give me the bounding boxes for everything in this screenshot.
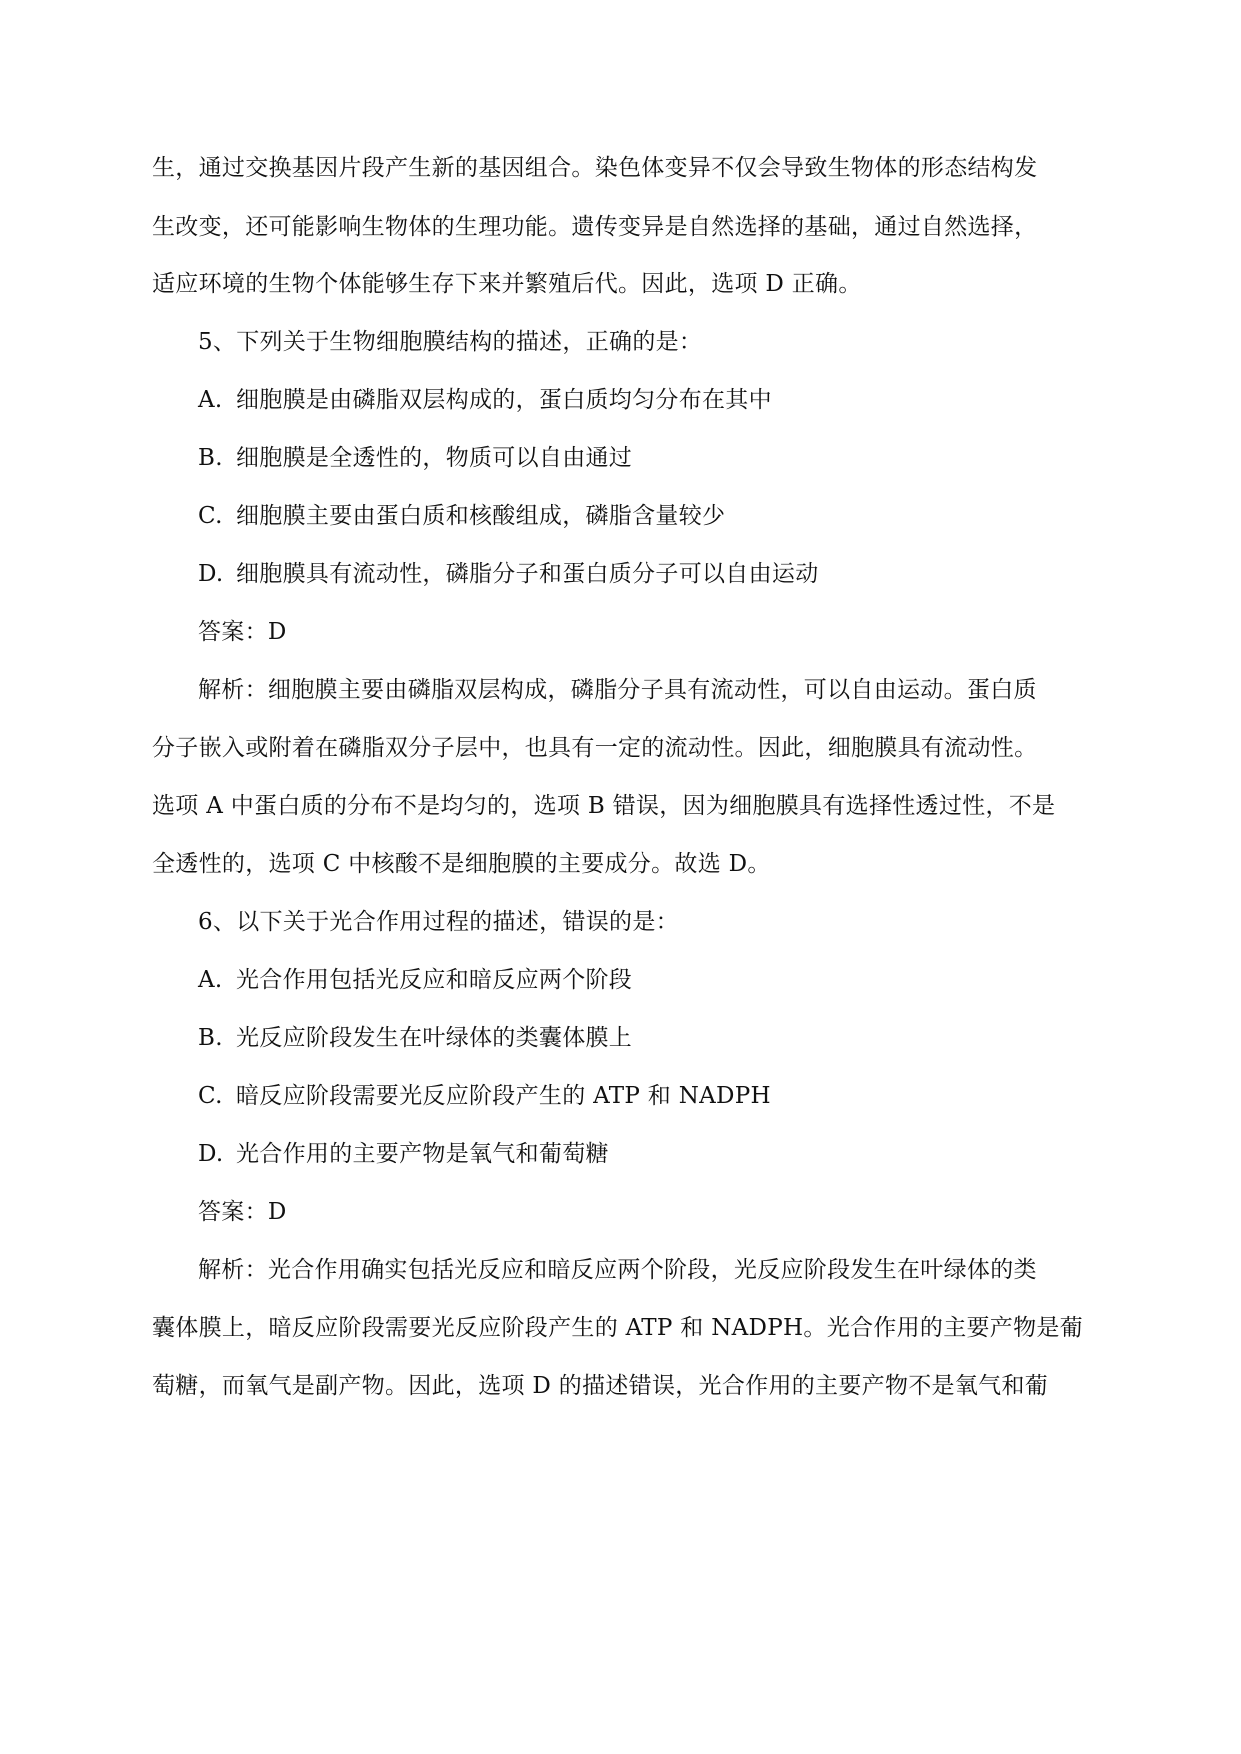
option-label: C. [198,1083,223,1109]
q5-option-d [198,558,819,590]
q5-analysis-line: 解析：细胞膜主要由磷脂双层构成，磷脂分子具有流动性，可以自由运动。蛋白质 [198,677,1037,703]
option-label: A. [198,387,223,413]
option-text: 光合作用的主要产物是氧气和葡萄糖 [236,1141,609,1167]
option-text: 暗反应阶段需要光反应阶段产生的 ATP 和 NADPH [236,1083,771,1109]
q6-option-c [198,1080,771,1112]
option-label: C. [198,503,223,529]
q5-option-a [198,384,772,416]
q6-option-d [198,1138,609,1170]
option-label: D. [198,561,224,587]
q5-option-c [198,500,725,532]
continuation-line: 生改变，还可能影响生物体的生理功能。遗传变异是自然选择的基础，通过自然选择， [152,214,1038,240]
q6-analysis-line: 解析：光合作用确实包括光反应和暗反应两个阶段，光反应阶段发生在叶绿体的类 [198,1257,1037,1283]
q5-answer: 答案：D [198,619,287,645]
question-5: 5、下列关于生物细胞膜结构的描述，正确的是： [198,329,703,355]
q6-answer: 答案：D [198,1199,287,1225]
option-label: D. [198,1141,224,1167]
q5-analysis-line: 分子嵌入或附着在磷脂双分子层中，也具有一定的流动性。因此，细胞膜具有流动性。 [152,735,1038,761]
continuation-line: 适应环境的生物个体能够生存下来并繁殖后代。因此，选项 D 正确。 [152,271,862,297]
option-label: A. [198,967,223,993]
option-text: 细胞膜是全透性的，物质可以自由通过 [236,445,633,471]
q6-analysis-line: 萄糖，而氧气是副产物。因此，选项 D 的描述错误，光合作用的主要产物不是氧气和葡 [152,1373,1049,1399]
option-label: B. [198,1025,223,1051]
option-text: 细胞膜主要由蛋白质和核酸组成，磷脂含量较少 [236,503,726,529]
q5-analysis-line: 选项 A 中蛋白质的分布不是均匀的，选项 B 错误，因为细胞膜具有选择性透过性，不是 [152,793,1056,819]
option-text: 细胞膜是由磷脂双层构成的，蛋白质均匀分布在其中 [236,387,772,413]
option-text: 细胞膜具有流动性，磷脂分子和蛋白质分子可以自由运动 [236,561,819,587]
q5-option-b [198,442,632,474]
option-label: B. [198,445,223,471]
q6-option-a [198,964,632,996]
continuation-line: 生，通过交换基因片段产生新的基因组合。染色体变异不仅会导致生物体的形态结构发 [152,155,1038,181]
question-6: 6、以下关于光合作用过程的描述，错误的是： [198,909,679,935]
option-text: 光合作用包括光反应和暗反应两个阶段 [236,967,633,993]
q6-analysis-line: 囊体膜上，暗反应阶段需要光反应阶段产生的 ATP 和 NADPH。光合作用的主要产物是葡 [152,1315,1084,1341]
q5-analysis-line: 全透性的，选项 C 中核酸不是细胞膜的主要成分。故选 D。 [152,851,771,877]
option-text: 光反应阶段发生在叶绿体的类囊体膜上 [236,1025,633,1051]
q6-option-b [198,1022,632,1054]
